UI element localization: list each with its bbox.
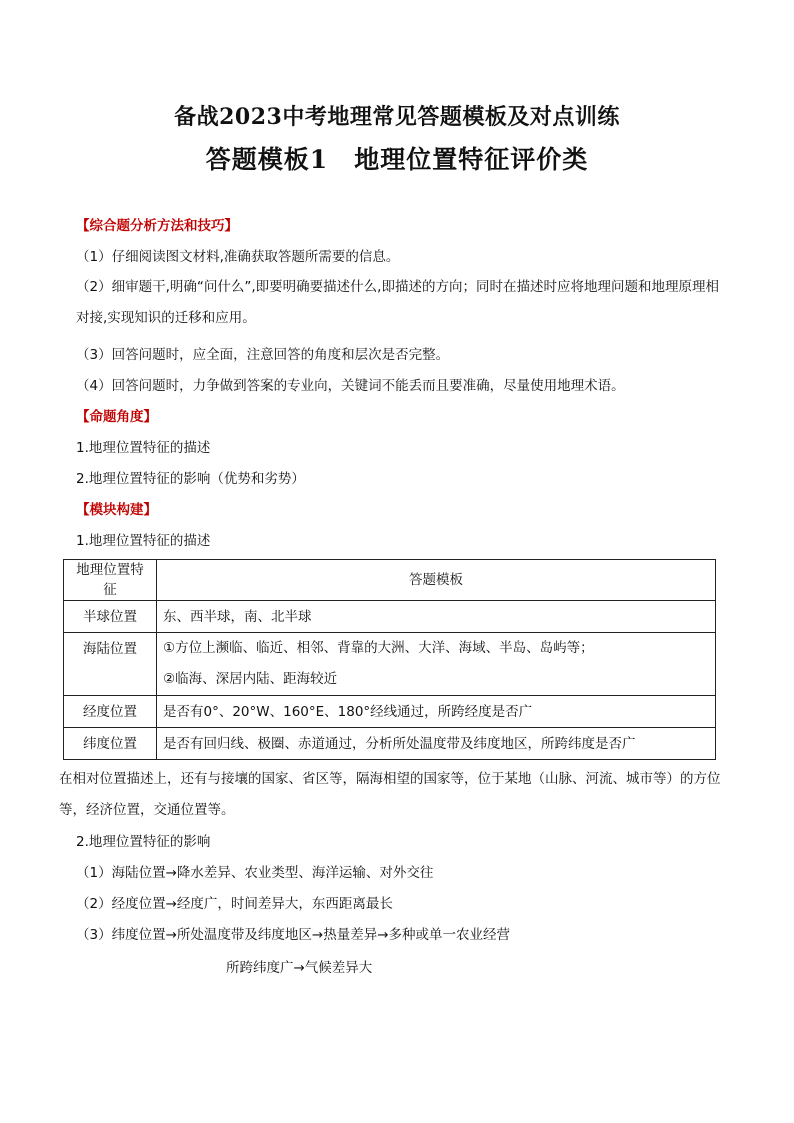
document-title: 备战2023中考地理常见答题模板及对点训练 [174,104,620,130]
table-cell-line: ①方位上濒临、临近、相邻、背靠的大洲、大洋、海域、半岛、岛屿等； [163,640,594,656]
table-cell-template: 东、西半球，南、北半球 [157,601,716,633]
table-header-row [64,560,716,601]
table-header-feature: 地理位置特征 [64,560,157,601]
table-header-template: 答题模板 [157,560,716,601]
angle-item-2: 2.地理位置特征的影响（优势和劣势） [76,471,305,487]
method-item-1: （1）仔细阅读图文材料,准确获取答题所需要的信息。 [76,249,400,265]
table-cell-line: ②临海、深居内陆、距海较近 [163,671,338,687]
method-item-3: （3）回答问题时，应全面，注意回答的角度和层次是否完整。 [76,347,450,363]
impact-item-3: （3）纬度位置→所处温度带及纬度地区→热量差异→多种或单一农业经营 [76,927,511,943]
angle-item-1: 1.地理位置特征的描述 [76,440,211,456]
document-body [59,216,726,989]
table-row [64,601,716,633]
section-heading-angles: 【命题角度】 [76,409,157,425]
table-cell-template [157,633,716,696]
impact-item-1: （1）海陆位置→降水差异、农业类型、海洋运输、对外交往 [76,865,434,881]
table-cell-template: 是否有0°、20°W、160°E、180°经线通过，所跨经度是否广 [157,696,716,728]
impact-item-2: （2）经度位置→经度广，时间差异大，东西距离最长 [76,896,393,912]
document-subtitle: 答题模板1 地理位置特征评价类 [205,145,589,174]
module-subheading-1: 1.地理位置特征的描述 [76,533,211,549]
table-row [64,728,716,760]
relative-position-note: 在相对位置描述上，还有与接壤的国家、省区等，隔海相望的国家等，位于某地（山脉、河流、城市等）的方位等，经济位置，交通位置等。 [59,771,721,818]
table-cell-name: 海陆位置 [64,633,157,696]
impact-item-3-extra: 所跨纬度广→气候差异大 [226,960,373,976]
section-heading-module: 【模块构建】 [76,502,157,518]
method-item-2: （2）细审题干,明确“问什么”,即要明确要描述什么,即描述的方向；同时在描述时应将地理问题和地理原理相对接,实现知识的迁移和应用。 [76,279,719,326]
table-cell-name: 纬度位置 [64,728,157,760]
table-cell-name: 半球位置 [64,601,157,633]
table-cell-template: 是否有回归线、极圈、赤道通过，分析所处温度带及纬度地区，所跨纬度是否广 [157,728,716,760]
table-cell-name: 经度位置 [64,696,157,728]
section-heading-methods: 【综合题分析方法和技巧】 [76,218,238,234]
position-template-table [63,559,716,760]
table-row [64,633,716,696]
table-row [64,696,716,728]
module-subheading-2: 2.地理位置特征的影响 [76,834,211,850]
method-item-4: （4）回答问题时，力争做到答案的专业向，关键词不能丢而且要准确，尽量使用地理术语。 [76,378,625,394]
